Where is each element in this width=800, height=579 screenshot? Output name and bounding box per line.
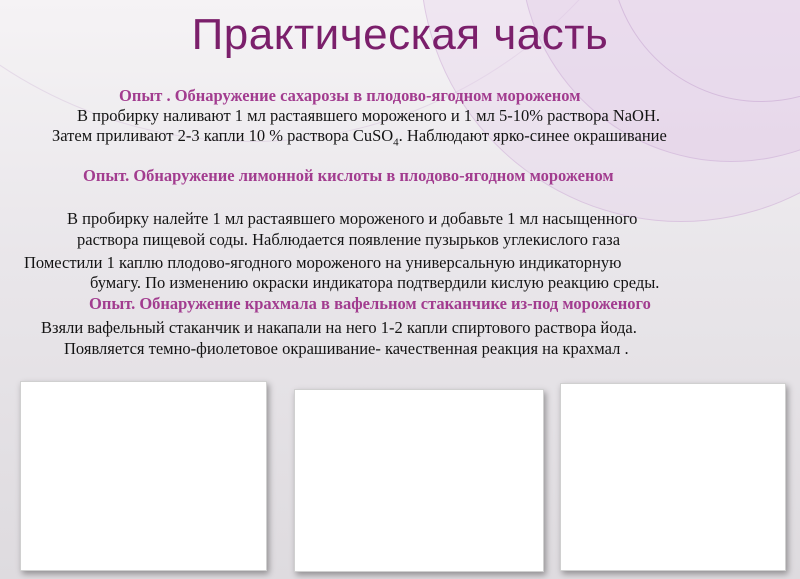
slide-title: Практическая часть [191,10,609,59]
experiment1-text-line2: Затем приливают 2-3 капли 10 % раствора CuSO$_4$. Наблюдают ярко-синее окрашивание [52,126,667,149]
experiment1-text-line1: В пробирку наливают 1 мл растаявшего мороженого и 1 мл 5-10% раствора NaOH. [77,106,661,125]
experiment3-heading: Опыт. Обнаружение крахмала в вафельном стаканчике из-под мороженого [89,294,651,313]
photo-frame-left [20,381,267,571]
photo-frame-right [560,383,786,571]
experiment2-text-line1: В пробирку налейте 1 мл растаявшего мороженого и добавьте 1 мл насыщенного [67,209,638,228]
experiment3-text-line2: Появляется темно-фиолетовое окрашивание- качественная реакция на крахмал . [64,339,629,358]
experiment2-text-line3: Поместили 1 каплю плодово-ягодного мороженого на универсальную индикаторную [24,253,622,272]
experiment3-text-line1: Взяли вафельный стаканчик и накапали на него 1-2 капли спиртового раствора йода. [41,318,637,337]
experiment1-heading: Опыт . Обнаружение сахарозы в плодово-ягодном мороженом [119,86,581,105]
experiment2-text-line2: раствора пищевой соды. Наблюдается появление пузырьков углекислого газа [77,230,621,249]
experiment2-heading: Опыт. Обнаружение лимонной кислоты в плодово-ягодном мороженом [83,166,614,185]
photo-frame-center [294,389,544,572]
experiment2-text-line4: бумагу. По изменению окраски индикатора подтвердили кислую реакцию среды. [90,273,660,292]
